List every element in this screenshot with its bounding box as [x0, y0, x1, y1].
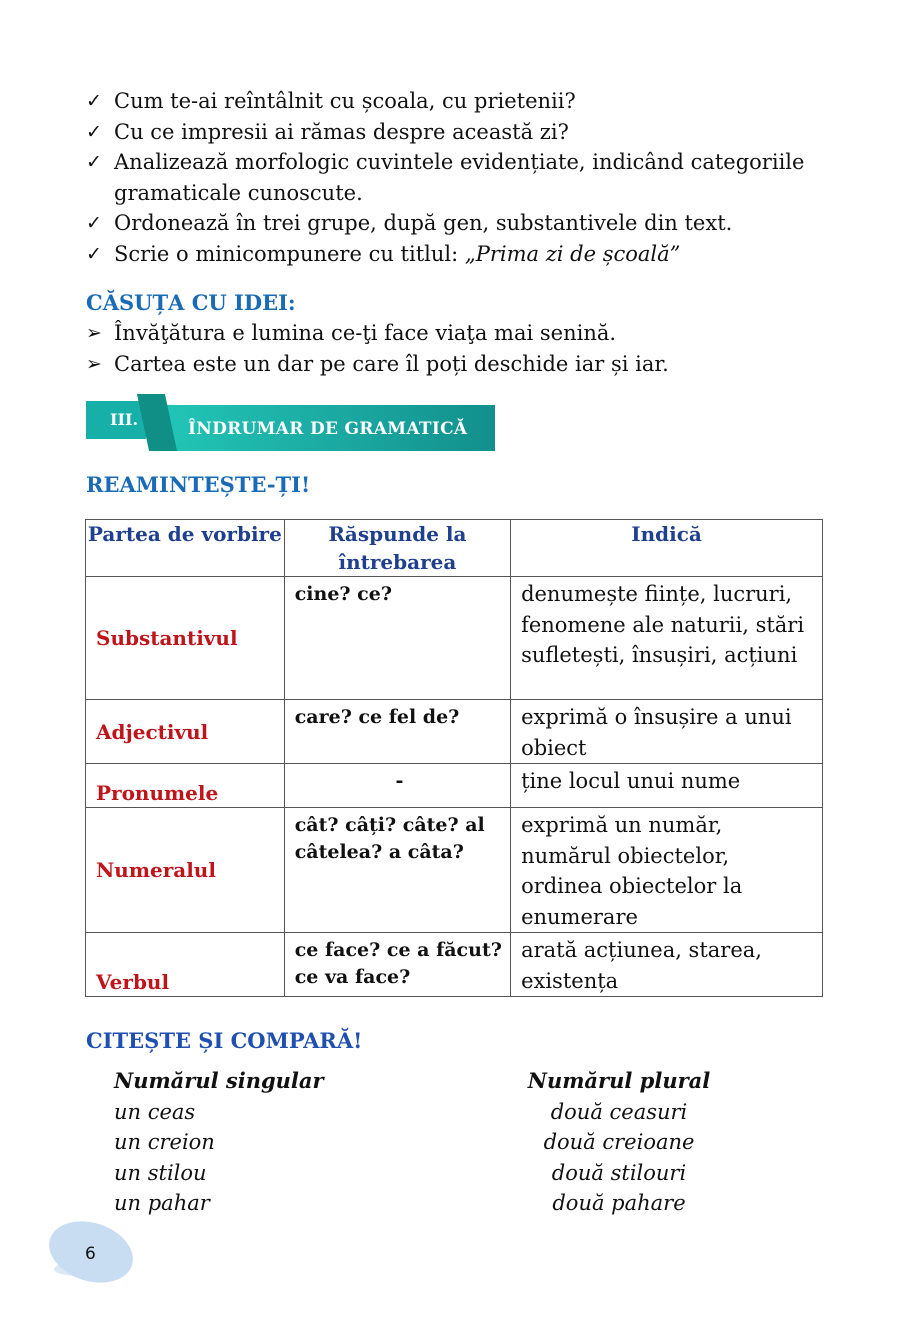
- list-item: două ceasuri: [550, 1099, 688, 1124]
- list-item: un pahar: [114, 1191, 210, 1215]
- header-indicates: Indică: [511, 520, 823, 577]
- table-header-row: [86, 520, 823, 577]
- question-cell: ce face? ce a făcut? ce va face?: [284, 933, 510, 997]
- indicates-cell: arată acțiunea, starea, existența: [511, 933, 823, 997]
- check-icon: ✓: [86, 90, 102, 112]
- part-of-speech: Pronumele: [86, 764, 285, 808]
- indicates-cell: exprimă o însușire a unui obiect: [511, 700, 823, 764]
- page-number: 6: [85, 1244, 96, 1264]
- check-icon: ✓: [86, 120, 102, 143]
- check-icon: ✓: [86, 151, 102, 173]
- question-cell: -: [284, 764, 510, 808]
- questions-list: [86, 86, 907, 269]
- list-item: ✓ Scrie o minicompunere cu titlul: „Prima zi de școală”: [86, 239, 907, 270]
- ideas-heading: CĂSUȚA CU IDEI:: [86, 290, 296, 315]
- compare-heading: CITEȘTE ȘI COMPARĂ!: [86, 1028, 363, 1053]
- list-item: un stilou: [114, 1160, 207, 1185]
- list-item: ✓ Cum te-ai reîntâlnit cu școala, cu prietenii?: [86, 86, 907, 117]
- table-row: [86, 933, 823, 997]
- plural-column: [500, 1066, 738, 1219]
- part-of-speech: Substantivul: [86, 577, 285, 700]
- question-cell: cine? ce?: [284, 577, 510, 700]
- indicates-cell: denumește ființe, lucruri, fenomene ale naturii, stări sufletești, însușiri, acțiuni: [511, 577, 823, 700]
- list-item: ➢ Cartea este un dar pe care îl poți deschide iar și iar.: [86, 349, 669, 380]
- part-of-speech: Verbul: [86, 933, 285, 997]
- section-title: ÎNDRUMAR DE GRAMATICĂ: [188, 419, 468, 439]
- arrowhead-icon: ➢: [86, 352, 102, 375]
- indicates-cell: ține locul unui nume: [511, 764, 823, 808]
- question-cell: cât? câți? câte? al câtelea? a câta?: [284, 808, 510, 933]
- table-row: [86, 577, 823, 700]
- singular-title: Numărul singular: [114, 1068, 324, 1093]
- question-cell: care? ce fel de?: [284, 700, 510, 764]
- ideas-list: [86, 318, 669, 379]
- arrowhead-icon: ➢: [86, 322, 102, 344]
- part-of-speech: Adjectivul: [86, 700, 285, 764]
- list-item: ✓ Analizează morfologic cuvintele evidențiate, indicând categoriile gramaticale cunoscute.: [86, 147, 907, 208]
- grammar-table: [85, 519, 823, 997]
- list-item: ✓ Cu ce impresii ai rămas despre această zi?: [86, 117, 907, 148]
- list-item: două stilouri: [551, 1160, 687, 1185]
- header-question: Răspunde la întrebarea: [284, 520, 510, 577]
- list-item: un ceas: [114, 1099, 196, 1124]
- remember-heading: REAMINTEȘTE-ȚI!: [86, 472, 311, 497]
- table-row: [86, 700, 823, 764]
- list-item: un creion: [114, 1130, 215, 1154]
- part-of-speech: Numeralul: [86, 808, 285, 933]
- table-row: [86, 808, 823, 933]
- header-part: Partea de vorbire: [86, 520, 285, 577]
- check-icon: ✓: [86, 212, 102, 234]
- indicates-cell: exprimă un număr, numărul obiectelor, ordinea obiectelor la enumerare: [511, 808, 823, 933]
- banner-fold: [137, 394, 177, 451]
- singular-column: [114, 1066, 324, 1219]
- list-item: două creioane: [543, 1130, 695, 1154]
- list-item: ➢ Învăţătura e lumina ce-ţi face viaţa mai senină.: [86, 318, 669, 349]
- section-number: III.: [110, 410, 139, 429]
- list-item: două pahare: [552, 1191, 686, 1215]
- plural-title: Numărul plural: [527, 1068, 711, 1093]
- table-row: [86, 764, 823, 808]
- list-item: ✓ Ordonează în trei grupe, după gen, substantivele din text.: [86, 208, 907, 239]
- check-icon: ✓: [86, 242, 102, 265]
